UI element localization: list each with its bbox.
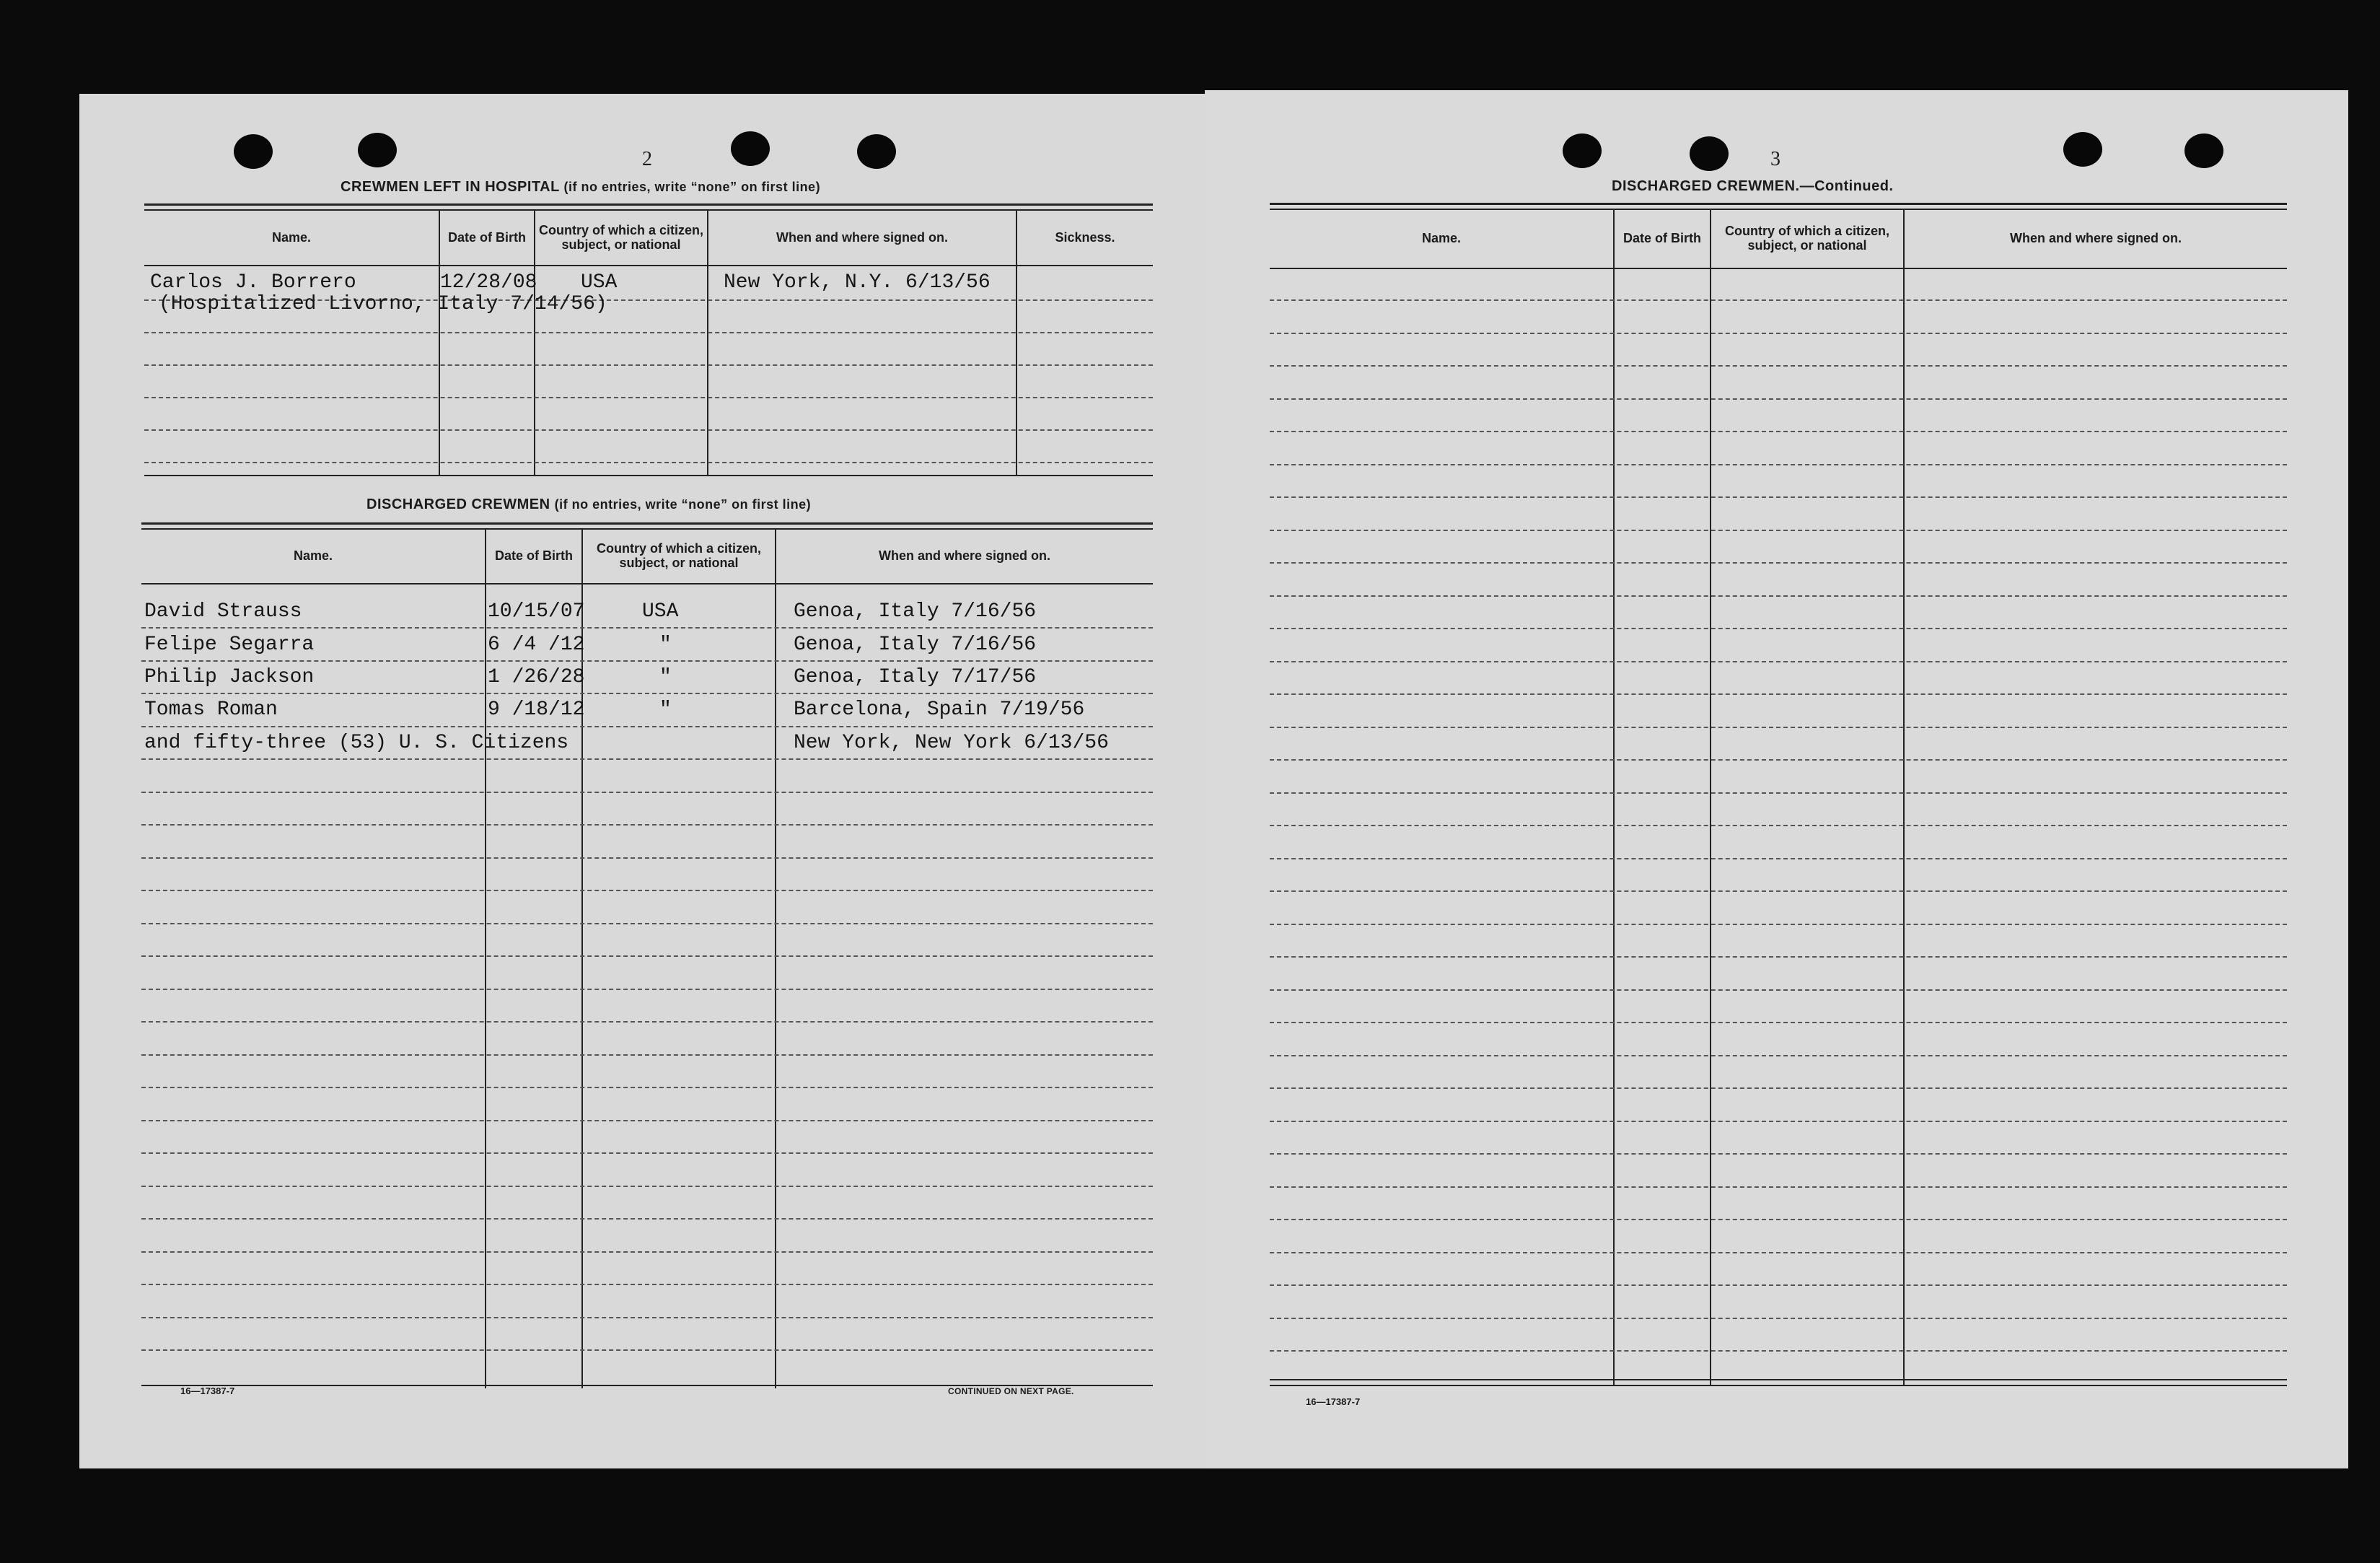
header-signed-on: When and where signed on. (878, 548, 1051, 563)
table-row-signed-on: New York, N.Y. 6/13/56 (724, 271, 991, 294)
header-country: Country of which a citizen, subject, or national (538, 222, 703, 252)
ruled-line (141, 1120, 1153, 1121)
ruled-line (1270, 1121, 2287, 1122)
ruled-line (1270, 661, 2287, 662)
ruled-line (1270, 1087, 2287, 1089)
punch-hole (857, 134, 896, 169)
ruled-line (1270, 1186, 2287, 1188)
ruled-line (141, 1186, 1153, 1187)
ruled-line (1270, 365, 2287, 367)
table-row-country: " (659, 634, 672, 656)
continued-note: CONTINUED ON NEXT PAGE. (948, 1386, 1074, 1396)
ruled-line (1270, 792, 2287, 794)
discharged-section-title (366, 496, 811, 513)
header-name: Name. (293, 548, 333, 563)
punch-hole (1563, 133, 1602, 168)
ruled-line (141, 792, 1153, 793)
table-row-dob: 12/28/08 (440, 271, 537, 294)
punch-hole (234, 134, 273, 169)
ruled-line (1270, 496, 2287, 498)
ruled-line (1270, 398, 2287, 400)
ruled-line (1270, 759, 2287, 761)
hospital-section-title (341, 179, 820, 196)
table-row-name: David Strauss (144, 600, 302, 623)
ruled-line (1270, 924, 2287, 925)
ruled-line (1270, 825, 2287, 826)
form-number: 16—17387-7 (180, 1385, 235, 1396)
table-row-signed-on: Genoa, Italy 7/17/56 (794, 666, 1037, 688)
ruled-line (141, 890, 1153, 891)
punch-hole (1690, 136, 1729, 171)
header-date-of-birth: Date of Birth (495, 548, 573, 563)
table-row-dob: 10/15/07 (488, 600, 585, 623)
discharged-title-text: DISCHARGED CREWMEN (366, 496, 550, 512)
ruled-line (1270, 858, 2287, 859)
table-row-signed-on: Genoa, Italy 7/16/56 (794, 600, 1037, 623)
table-row-name: Carlos J. Borrero (150, 271, 356, 294)
hospital-title-note: (if no entries, write “none” on first line) (563, 180, 821, 194)
ruled-line (1270, 464, 2287, 465)
ruled-line (1270, 530, 2287, 531)
table-row-dob: 6 /4 /12 (488, 634, 585, 656)
ruled-line (141, 693, 1153, 694)
punch-hole (358, 133, 397, 167)
discharged-continued-table (1270, 203, 2287, 1386)
ruled-line (141, 989, 1153, 990)
discharged-title-note: (if no entries, write “none” on first line) (554, 497, 812, 512)
right-page (1205, 90, 2348, 1468)
form-number: 16—17387-7 (1306, 1396, 1361, 1407)
ruled-line (141, 660, 1153, 662)
header-name: Name. (1421, 231, 1462, 245)
table-row-dob: 9 /18/12 (488, 699, 585, 721)
ruled-line (1270, 1252, 2287, 1253)
ruled-line (141, 923, 1153, 924)
table-row-name: Felipe Segarra (144, 634, 315, 656)
ruled-line (141, 1251, 1153, 1253)
ruled-line (141, 1218, 1153, 1220)
ruled-line (141, 758, 1153, 760)
table-row-country: " (659, 699, 672, 721)
ruled-line (141, 1152, 1153, 1154)
ruled-line (1270, 333, 2287, 334)
hospital-remark: (Hospitalized Livorno, Italy 7/14/56) (159, 293, 607, 315)
ruled-line (1270, 562, 2287, 564)
ruled-line (1270, 1153, 2287, 1155)
ruled-line (141, 824, 1153, 826)
header-signed-on: When and where signed on. (2009, 231, 2182, 245)
table-row-name: Tomas Roman (144, 699, 278, 721)
table-row-dob: 1 /26/28 (488, 666, 585, 688)
header-date-of-birth: Date of Birth (448, 229, 526, 245)
table-row-signed-on: Barcelona, Spain 7/19/56 (794, 699, 1085, 721)
table-row-signed-on: Genoa, Italy 7/16/56 (794, 634, 1037, 656)
ruled-line (1270, 1055, 2287, 1056)
ruled-line (141, 1317, 1153, 1318)
hospital-table (144, 203, 1153, 570)
ruled-line (141, 955, 1153, 957)
ruled-line (1270, 628, 2287, 629)
ruled-line (141, 1021, 1153, 1023)
header-country: Country of which a citizen, subject, or national (1724, 224, 1889, 253)
ruled-line (141, 627, 1153, 629)
ruled-line (1270, 1350, 2287, 1352)
page-number: 3 (1770, 148, 1780, 170)
header-country: Country of which a citizen, subject, or national (596, 541, 761, 570)
table-row-country: USA (581, 271, 618, 294)
page-number: 2 (642, 148, 652, 170)
ruled-line (1270, 1219, 2287, 1220)
discharged-table (141, 522, 1153, 1388)
header-signed-on: When and where signed on. (776, 229, 949, 245)
ruled-line (1270, 1022, 2287, 1023)
ruled-line (141, 1349, 1153, 1351)
ruled-line (1270, 727, 2287, 728)
ruled-line (1270, 956, 2287, 958)
hospital-title-text: CREWMEN LEFT IN HOSPITAL (341, 179, 560, 195)
ruled-line (1270, 989, 2287, 991)
table-row-signed-on: New York, New York 6/13/56 (794, 732, 1109, 754)
punch-hole (731, 131, 770, 166)
punch-hole (2184, 133, 2223, 168)
ruled-line (1270, 1318, 2287, 1319)
punch-hole (2063, 132, 2102, 167)
ruled-line (1270, 431, 2287, 432)
ruled-line (1270, 299, 2287, 301)
ruled-line (1270, 693, 2287, 695)
ruled-line (1270, 1284, 2287, 1286)
ruled-line (1270, 595, 2287, 597)
ruled-line (141, 1054, 1153, 1056)
discharged-continued-title: DISCHARGED CREWMEN.—Continued. (1612, 178, 1894, 194)
ruled-line (1270, 890, 2287, 892)
table-row-country: " (659, 666, 672, 688)
table-row-country: USA (642, 600, 679, 623)
table-row-name: and fifty-three (53) U. S. Citizens (144, 732, 569, 754)
header-date-of-birth: Date of Birth (1623, 231, 1701, 245)
ruled-line (141, 1284, 1153, 1285)
header-sickness: Sickness. (1055, 229, 1115, 245)
ruled-line (141, 726, 1153, 727)
table-row-name: Philip Jackson (144, 666, 315, 688)
left-page (79, 94, 1212, 1468)
ruled-line (141, 857, 1153, 859)
header-name: Name. (271, 229, 312, 245)
ruled-line (141, 1087, 1153, 1088)
